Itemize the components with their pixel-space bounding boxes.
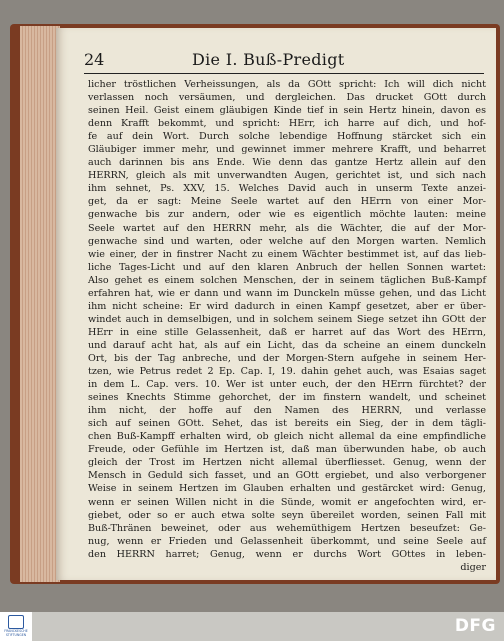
text-line: erfahren hat, wie er dann und wann im Dunckeln müsse gehen, und das Licht	[88, 287, 486, 299]
text-line: ihm sehnet, Ps. XXV, 15. Welches David auch in unserm Texte anzei-	[88, 183, 486, 195]
logo-caption: FRANCKESCHE STIFTUNGEN	[4, 629, 28, 637]
text-line: Ort, bis der Tag anbreche, und der Morgen-Stern aufgehe in seinem Her-	[88, 352, 486, 364]
body-text	[88, 78, 486, 574]
logo-mark-icon	[8, 615, 24, 629]
text-line: ihm nicht scheine: Er wird dadurch in einen Kampf gesetzet, aber er über-	[88, 300, 486, 312]
text-line: gleich der Trost im Hertzen nicht allemal überfliesset. Genug, wenn der	[88, 457, 486, 469]
text-line: auch darinnen bis ans Ende. Wie denn das gantze Hertz allein auf den	[88, 157, 486, 169]
text-line: fe auf dein Wort. Durch solche lebendige Hoffnung stärcket sich ein	[88, 131, 486, 143]
text-line: diger	[460, 561, 486, 573]
text-line: HErr in eine stille Gelassenheit, daß er harret auf das Wort des HErrn,	[88, 326, 486, 338]
text-line: ihm nicht, der hoffe auf den Namen des HERRN, und verlasse	[88, 405, 486, 417]
text-line: giebet, oder so er auch etwa solte seyn übereilet worden, seinen Fall mit	[88, 509, 486, 521]
page-header	[84, 50, 484, 72]
text-line: denn Krafft bekommt, und spricht: HErr, ich harre auf dich, und hof-	[88, 118, 486, 130]
text-line: get, da er sagt: Meine Seele wartet auf den HErrn von einer Mor-	[88, 196, 486, 208]
text-line: Freude, oder Gefühle im Hertzen ist, daß man überwunden habe, ob auch	[88, 444, 486, 456]
page-number: 24	[84, 50, 105, 69]
text-line: windet auch in demselbigen, und in solchem seinem Siege setzet ihn GOtt der	[88, 313, 486, 325]
text-line: seinen Heil. Geist einem gläubigen Kinde tief in sein Hertz hinein, davon es	[88, 105, 486, 117]
text-line: in dem L. Cap. vers. 10. Wer ist unter euch, der den HErrn fürchtet? der	[88, 379, 486, 391]
running-title: Die I. Buß-Predigt	[192, 50, 345, 69]
text-line: genwache sind und warten, oder welche auf den Morgen warten. Nemlich	[88, 235, 486, 247]
text-line: Buß-Thränen beweinet, oder aus wehemüthigem Hertzen beseufzet: Ge-	[88, 522, 486, 534]
text-line: Gläubiger immer mehr, und gewinnet immer mehrere Krafft, und beharret	[88, 144, 486, 156]
text-line: wie einer, der in finstrer Nacht zu einem Wächter bestimmet ist, auf das lieb-	[88, 248, 486, 260]
text-line: Weise in seinem Hertzen im Glauben erhalten und gestärcket wird: Genug,	[88, 483, 486, 495]
text-line: wenn er seinen Willen nicht in die Sünde, womit er angefochten wird, er-	[88, 496, 486, 508]
page-stack-edge	[20, 26, 60, 582]
text-line: verlassen noch versäumen, und dergleichen. Das drucket GOtt durch	[88, 92, 486, 104]
text-line: Seele wartet auf den HERRN mehr, als die Wächter, die auf der Mor-	[88, 222, 486, 234]
header-rule	[84, 73, 484, 74]
footer-bar	[0, 612, 504, 641]
text-line: sich auf seinen GOtt. Sehet, das ist bereits ein Sieg, der in dem tägli-	[88, 418, 486, 430]
text-line: liche Tages-Licht und auf den klaren Anbruch der hellen Sonnen wartet:	[88, 261, 486, 273]
text-line: seines Knechts Stimme gehorchet, der im finstern wandelt, und scheinet	[88, 392, 486, 404]
text-line: Mensch in Geduld sich fasset, und an GOtt ergiebet, und also verborgener	[88, 470, 486, 482]
book-page	[56, 28, 496, 580]
text-line: den HERRN harret; Genug, wenn er durchs Wort GOttes in leben-	[88, 548, 486, 560]
franckesche-stiftungen-logo[interactable]	[0, 612, 32, 641]
text-line: HERRN, gleich als mit unverwandten Augen, gerichtet ist, und sich nach	[88, 170, 486, 182]
text-line: Also gehet es einem solchen Menschen, der in seinem täglichen Buß-Kampf	[88, 274, 486, 286]
text-line: und darauf acht hat, als auf ein Licht, das da scheine an einem dunckeln	[88, 339, 486, 351]
dfg-logo: DFG	[454, 616, 496, 636]
text-line: tzen, wie Petrus redet 2 Ep. Cap. I, 19. dahin gehet auch, was Esaias saget	[88, 366, 486, 378]
text-line: nug, wenn er Frieden und Gelassenheit überkommt, und seine Seele auf	[88, 535, 486, 547]
text-line: genwache bis zur andern, oder wie es eigentlich möchte lauten: meine	[88, 209, 486, 221]
text-line: chen Buß-Kampff erhalten wird, ob gleich nicht allemal da eine empfindliche	[88, 431, 486, 443]
text-line: licher tröstlichen Verheissungen, als da GOtt spricht: Ich will dich nicht	[88, 79, 486, 90]
